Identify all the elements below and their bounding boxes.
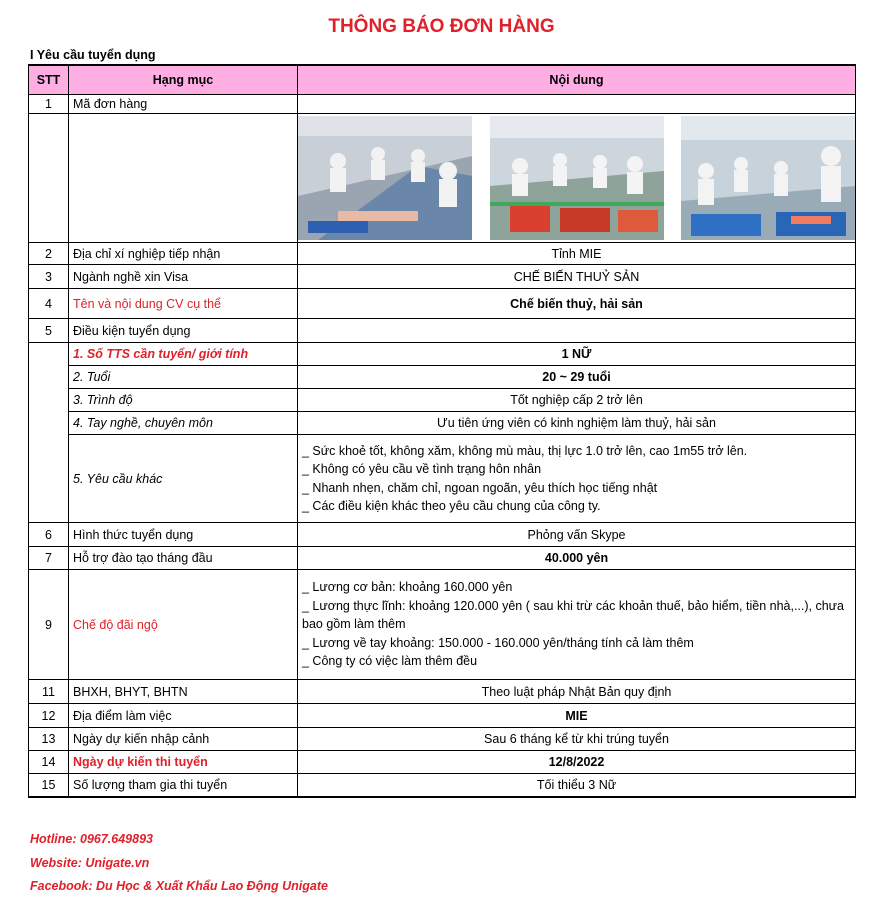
row-number: 6	[29, 523, 69, 547]
row-number: 7	[29, 547, 69, 570]
factory-photos	[298, 114, 855, 242]
benefit-line: _ Lương cơ bản: khoảng 160.000 yên	[302, 580, 513, 595]
table-row	[29, 435, 856, 523]
row-value: CHẾ BIẾN THUỶ SẢN	[298, 265, 856, 289]
row-value: Theo luật pháp Nhật Bản quy định	[298, 680, 856, 704]
requirement-line: _ Sức khoẻ tốt, không xăm, không mù màu, thị lực 1.0 trở lên, cao 1m55 trở lên.	[302, 443, 748, 458]
table-row	[29, 570, 856, 680]
row-label: 3. Trình độ	[69, 389, 298, 412]
row-value: 12/8/2022	[298, 751, 856, 774]
row-number: 1	[29, 95, 69, 114]
table-row	[29, 343, 856, 366]
table-row	[29, 319, 856, 343]
row-number: 12	[29, 704, 69, 728]
factory-photo-3	[681, 116, 855, 240]
row-label: 2. Tuổi	[69, 366, 298, 389]
table-row	[29, 412, 856, 435]
facebook-link[interactable]: Facebook: Du Học & Xuất Khẩu Lao Động Unigate	[30, 879, 328, 893]
row-number: 5	[29, 319, 69, 343]
row-label: Ngày dự kiến nhập cảnh	[69, 728, 298, 751]
section-heading: I Yêu cầu tuyển dụng	[30, 48, 156, 62]
header-content: Nội dung	[298, 65, 856, 95]
row-number: 11	[29, 680, 69, 704]
row-value: 20 ~ 29 tuổi	[298, 366, 856, 389]
row-number: 14	[29, 751, 69, 774]
table-row	[29, 366, 856, 389]
row-label: BHXH, BHYT, BHTN	[69, 680, 298, 704]
row-value: Ưu tiên ứng viên có kinh nghiệm làm thuỷ, hải sản	[298, 412, 856, 435]
table-row	[29, 95, 856, 114]
row-number: 9	[29, 570, 69, 680]
row-label: Hỗ trợ đào tạo tháng đầu	[69, 547, 298, 570]
requirement-line: _ Các điều kiện khác theo yêu cầu chung của công ty.	[302, 499, 601, 513]
hotline-text: Hotline: 0967.649893	[30, 832, 153, 846]
row-value: Tốt nghiệp cấp 2 trở lên	[298, 389, 856, 412]
benefit-line: _ Lương thực lĩnh: khoảng 120.000 yên ( sau khi trừ các khoản thuế, bảo hiểm, tiền nhà,...), chưa	[302, 598, 844, 613]
row-value: MIE	[298, 704, 856, 728]
table-row	[29, 680, 856, 704]
row-label: Tên và nội dung CV cụ thể	[69, 289, 298, 319]
row-value	[298, 319, 856, 343]
factory-photo-2	[490, 116, 664, 240]
row-value	[298, 435, 856, 523]
row-number: 4	[29, 289, 69, 319]
row-value: 40.000 yên	[298, 547, 856, 570]
benefit-line: _ Lương về tay khoảng: 150.000 - 160.000 yên/tháng tính cả làm thêm	[302, 635, 694, 650]
table-row	[29, 751, 856, 774]
benefit-line: bao gồm làm thêm	[302, 617, 406, 632]
table-row	[29, 774, 856, 797]
row-label: Chế độ đãi ngộ	[69, 570, 298, 680]
page-title: THÔNG BÁO ĐƠN HÀNG	[328, 16, 555, 37]
row-number: 13	[29, 728, 69, 751]
row-label: Địa điểm làm việc	[69, 704, 298, 728]
table-row	[29, 728, 856, 751]
website-link[interactable]: Website: Unigate.vn	[30, 856, 150, 870]
table-row	[29, 243, 856, 265]
row-value: Phỏng vấn Skype	[298, 523, 856, 547]
row-value: 1 NỮ	[298, 343, 856, 366]
table-row	[29, 389, 856, 412]
table-row	[29, 265, 856, 289]
row-label: Ngày dự kiến thi tuyển	[69, 751, 298, 774]
row-value: Tỉnh MIE	[298, 243, 856, 265]
row-label: 1. Số TTS cần tuyển/ giới tính	[69, 343, 298, 366]
row-label: Mã đơn hàng	[69, 95, 298, 114]
row-value: Tối thiểu 3 Nữ	[298, 774, 856, 797]
row-label: 4. Tay nghề, chuyên môn	[69, 412, 298, 435]
row-value: Chế biến thuỷ, hải sản	[298, 289, 856, 319]
table-header-row	[29, 65, 856, 95]
row-number: 3	[29, 265, 69, 289]
requirement-line: _ Nhanh nhẹn, chăm chỉ, ngoan ngoãn, yêu thích học tiếng nhật	[302, 480, 658, 495]
photo-row	[29, 114, 856, 243]
table-row	[29, 523, 856, 547]
factory-photo-1	[298, 116, 472, 240]
row-label: Hình thức tuyển dụng	[69, 523, 298, 547]
row-value	[298, 95, 856, 114]
row-number: 15	[29, 774, 69, 797]
row-label: Điều kiện tuyển dụng	[69, 319, 298, 343]
row-number: 2	[29, 243, 69, 265]
order-table	[28, 64, 856, 798]
header-category: Hạng mục	[69, 65, 298, 95]
table-row	[29, 704, 856, 728]
benefit-line: _ Công ty có việc làm thêm đều	[302, 654, 478, 669]
header-stt: STT	[29, 65, 69, 95]
requirement-line: _ Không có yêu cầu về tình trạng hôn nhân	[302, 462, 542, 476]
row-label: Ngành nghề xin Visa	[69, 265, 298, 289]
row-label: Địa chỉ xí nghiệp tiếp nhận	[69, 243, 298, 265]
table-row	[29, 289, 856, 319]
row-value	[298, 570, 856, 680]
row-value: Sau 6 tháng kể từ khi trúng tuyển	[298, 728, 856, 751]
row-label: 5. Yêu cầu khác	[69, 435, 298, 523]
table-row	[29, 547, 856, 570]
row-label: Số lượng tham gia thi tuyển	[69, 774, 298, 797]
